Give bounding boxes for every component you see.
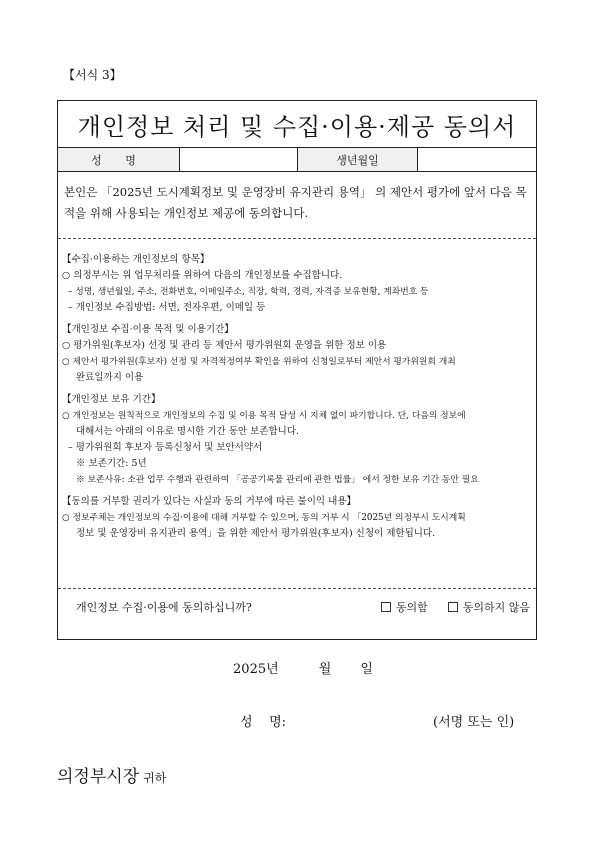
section-heading: 【수집·이용하는 개인정보의 항목】 xyxy=(62,254,210,265)
birth-label: 생년월일 xyxy=(298,148,418,171)
name-field[interactable] xyxy=(180,148,298,171)
agree-checkbox[interactable] xyxy=(381,602,391,612)
section-heading: 【개인정보 보유 기간】 xyxy=(62,394,161,405)
form-label: 【서식 3】 xyxy=(63,68,122,82)
section-line: – 평가위원회 후보자 등록신청서 및 보안서약서 xyxy=(68,442,263,453)
agree-label: 동의함 xyxy=(395,601,428,614)
intro-text: 본인은 「2025년 도시계획정보 및 운영장비 유지관리 용역」 의 제안서 평가에 앞서 다음 목적을 위해 사용되는 개인정보 제공에 동의합니다. xyxy=(64,185,527,220)
addressee xyxy=(57,762,166,787)
section-line: ○ 개인정보는 원칙적으로 개인정보의 수집 및 이용 목적 달성 시 지체 없이 파기합니다. 단, 다음의 정보에 xyxy=(62,411,466,421)
form-title: 개인정보 처리 및 수집·이용·제공 동의서 xyxy=(58,101,536,148)
disagree-option[interactable] xyxy=(448,599,530,615)
section-heading: 【동의를 거부할 권리가 있다는 사실과 동의 거부에 따른 불이익 내용】 xyxy=(62,496,356,507)
addressee-name: 의정부시장 xyxy=(57,767,140,787)
agree-option[interactable] xyxy=(381,599,428,615)
consent-question: 개인정보 수집·이용에 동의하십니까? xyxy=(76,601,252,614)
birth-field[interactable] xyxy=(418,148,536,171)
section-line: ○ 평가위원(후보자) 선정 및 관리 등 제안서 평가위원회 운영을 위한 정보 이용 xyxy=(62,340,387,351)
section xyxy=(62,252,532,316)
section-line: ○ 의정부시는 위 업무처리를 위하여 다음의 개인정보를 수집합니다. xyxy=(62,270,343,281)
section xyxy=(62,494,532,542)
date-line xyxy=(0,658,595,677)
section-line: 대해서는 아래의 이유로 명시한 기간 동안 보존합니다. xyxy=(76,426,300,437)
section-line: – 성명, 생년월일, 주소, 전화번호, 이메일주소, 직장, 학력, 경력, 자격증 보유현황, 계좌번호 등 xyxy=(68,287,429,297)
info-row xyxy=(58,148,536,172)
disagree-label: 동의하지 않음 xyxy=(462,601,530,614)
name-label: 성 명 xyxy=(58,148,180,171)
section-line: – 개인정보 수집방법: 서면, 전자우편, 이메일 등 xyxy=(68,302,266,313)
consent-form xyxy=(57,100,537,640)
section xyxy=(62,392,532,488)
consent-row xyxy=(58,588,536,625)
section-line: ○ 정보주체는 개인정보의 수집·이용에 대해 거부할 수 있으며, 동의 거부 시 「2025년 의정부시 도시계획 xyxy=(62,513,466,523)
section-line: ○ 제안서 평가위원(후보자) 선정 및 자격적정여부 확인을 위하여 신청일로부터 제안서 평가위원회 개최 xyxy=(62,357,456,367)
section-heading: 【개인정보 수집·이용 목적 및 이용기간】 xyxy=(62,324,234,335)
addressee-suffix: 귀하 xyxy=(143,771,167,785)
section-line: 정보 및 운영장비 유지관리 용역」을 위한 제안서 평가위원(후보자) 신청이 제한됩니다. xyxy=(76,528,436,539)
section-line: 완료일까지 이용 xyxy=(76,372,144,383)
sections xyxy=(58,238,536,588)
date-year: 2025년 xyxy=(233,662,279,677)
date-day: 일 xyxy=(360,662,373,677)
section xyxy=(62,322,532,386)
signature-label: 성 명: xyxy=(240,715,287,730)
section-line: ※ 보존사유: 소관 업무 수행과 관련하여 「공공기록물 관리에 관한 법률」 에서 정한 보유 기간 동안 필요 xyxy=(76,475,479,485)
date-month: 월 xyxy=(318,662,332,677)
signature-note: (서명 또는 인) xyxy=(433,715,515,730)
section-line: ※ 보존기간: 5년 xyxy=(76,458,147,469)
disagree-checkbox[interactable] xyxy=(448,602,458,612)
